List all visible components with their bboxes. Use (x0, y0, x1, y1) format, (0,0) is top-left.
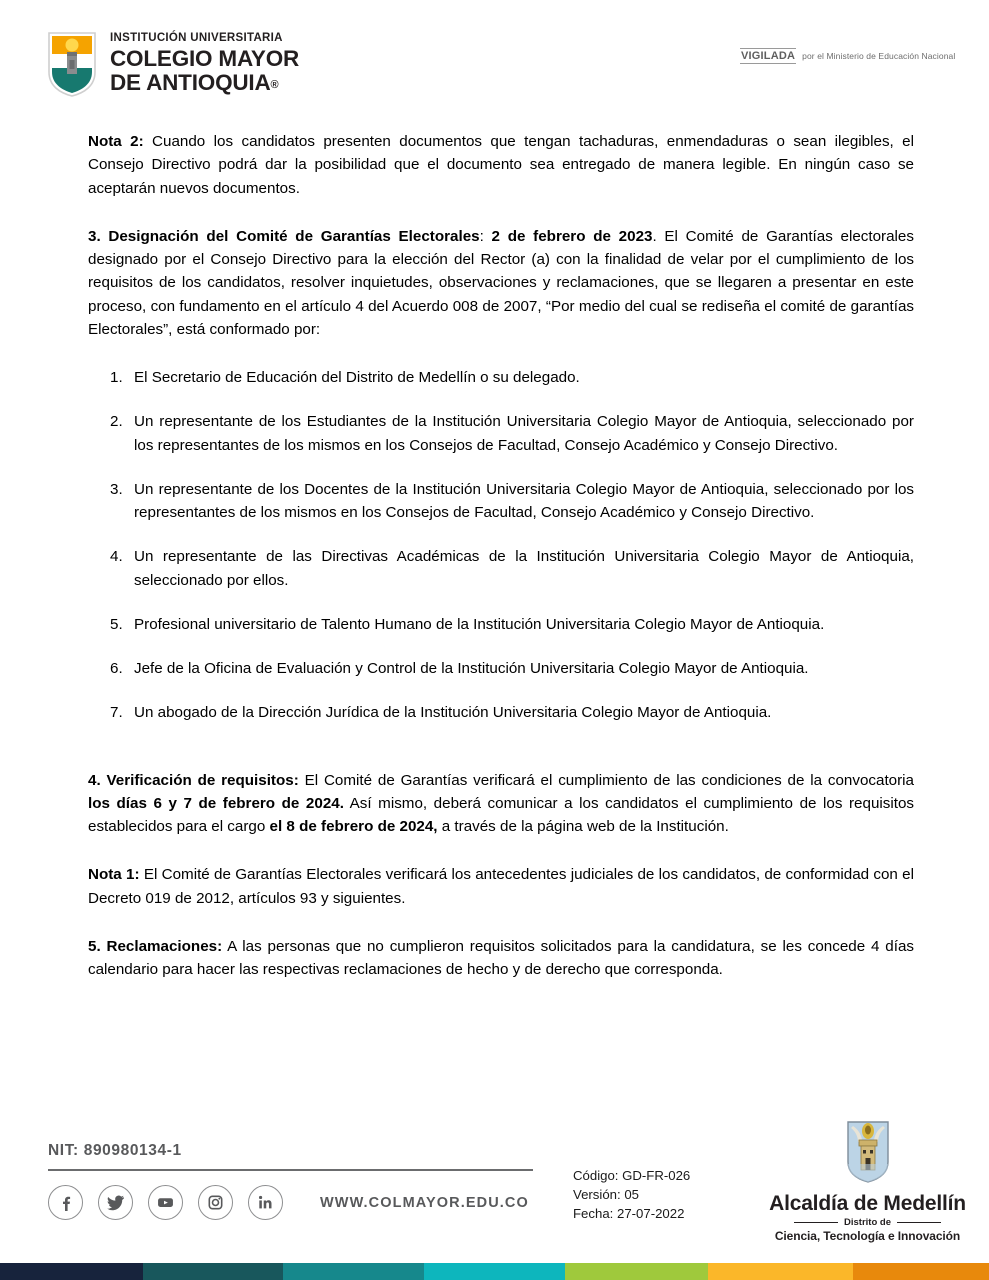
document-code-block (573, 1166, 690, 1223)
logo-line-3 (110, 71, 299, 95)
facebook-icon[interactable] (48, 1185, 83, 1220)
vigilada-notice (740, 48, 955, 64)
version-line: Versión: 05 (573, 1187, 639, 1203)
logo-line-1: INSTITUCIÓN UNIVERSITARIA (110, 32, 283, 45)
color-bar-segment (143, 1263, 283, 1280)
footer-color-bar (0, 1263, 989, 1280)
colmayor-shield-icon (46, 30, 98, 98)
section-4-heading: 4. Verificación de requisitos: (88, 771, 299, 789)
nota-1-label: Nota 1: (88, 866, 140, 884)
color-bar-segment (283, 1263, 424, 1280)
linkedin-icon[interactable] (248, 1185, 283, 1220)
section-4-text-1: El Comité de Garantías verificará el cumplimiento de las condiciones de la convocatoria (298, 771, 914, 789)
nota-1-text: El Comité de Garantías Electorales verificará los antecedentes judiciales de los candidatos, de conformidad con el Decreto 019 de 2012, artículos 93 y siguientes. (88, 866, 914, 907)
alcaldia-tagline: Ciencia, Tecnología e Innovación (774, 1229, 961, 1243)
twitter-icon[interactable] (98, 1185, 133, 1220)
paragraph-section-3 (88, 225, 914, 341)
section-5-text: A las personas que no cumplieron requisitos solicitados para la candidatura, se les concede 4 días calendario para hacer las respectivas reclamaciones de hecho y de derecho que corresponda. (88, 937, 914, 978)
vigilada-ministry-text: por el Ministerio de Educación Nacional (802, 51, 956, 61)
youtube-icon[interactable] (148, 1185, 183, 1220)
alcaldia-distrito-label: Distrito de (844, 1217, 891, 1228)
page-header (0, 0, 989, 120)
section-4-text-3: a través de la página web de la Institución. (437, 818, 729, 835)
alcaldia-subtitle-row (760, 1217, 975, 1228)
paragraph-nota-2 (88, 130, 914, 200)
footer-divider (48, 1169, 533, 1171)
website-url[interactable]: WWW.COLMAYOR.EDU.CO (320, 1194, 529, 1211)
instagram-icon[interactable] (198, 1185, 233, 1220)
alcaldia-medellin-logo (760, 1120, 975, 1243)
page-footer (0, 1120, 989, 1280)
logo-line-2: COLEGIO MAYOR (110, 45, 300, 71)
color-bar-segment (565, 1263, 708, 1280)
section-4-dates-2: el 8 de febrero de 2024, (269, 818, 438, 835)
color-bar-segment (853, 1263, 989, 1280)
committee-member-item: Jefe de la Oficina de Evaluación y Control de la Institución Universitaria Colegio Mayor de Antioquia. (134, 660, 809, 677)
document-body (88, 130, 914, 981)
nit-label: NIT: 890980134-1 (48, 1142, 182, 1159)
fecha-line: Fecha: 27-07-2022 (573, 1206, 685, 1222)
alcaldia-name: Alcaldía de Medellín (769, 1192, 966, 1215)
color-bar-segment (708, 1263, 853, 1280)
section-3-colon: : (479, 227, 492, 245)
section-4-dates-1: los días 6 y 7 de febrero de 2024. (88, 794, 344, 812)
committee-member-item: Un abogado de la Dirección Jurídica de la Institución Universitaria Colegio Mayor de Antioquia. (134, 704, 772, 722)
footer-left-block (48, 1142, 538, 1220)
nota-2-label: Nota 2: (88, 133, 144, 150)
logo-line-3-text: DE ANTIOQUIA (110, 69, 271, 95)
nota-2-text: Cuando los candidatos presenten documentos que tengan tachaduras, enmendaduras o sean ilegibles, el Consejo Directivo podrá dar la posibilidad que el documento sea entregado de manera legible. En ningún caso se aceptarán nuevos documentos. (88, 133, 914, 197)
registered-mark: ® (270, 78, 279, 91)
section-3-text: . El Comité de Garantías electorales designado por el Consejo Directivo para la elección del Rector (a) con la finalidad de velar por el cumplimiento de los requisitos de los candidatos, resolver inquietudes, observaciones y reclamaciones, que se llegaren a presentar en este proceso, con fundamento en el artículo 4 del Acuerdo 008 de 2007, “Por medio del cual se rediseña el comité de garantías Electorales”, está conformado por: (88, 227, 914, 338)
paragraph-nota-1 (88, 863, 914, 910)
vigilada-label: VIGILADA (741, 50, 796, 62)
committee-member-item: Un representante de los Docentes de la Institución Universitaria Colegio Mayor de Antioquia, seleccionado por los representantes de los mismos en los Consejos de Facultad, Consejo Académico y Consejo Directivo. (134, 480, 914, 521)
social-links-row (48, 1185, 538, 1220)
alcaldia-rule-left (794, 1222, 838, 1224)
codigo-line: Código: GD-FR-026 (573, 1168, 691, 1183)
committee-members-list (88, 366, 914, 725)
medellin-crest-icon (845, 1120, 891, 1184)
color-bar-segment (424, 1263, 565, 1280)
list-spacer (88, 725, 914, 769)
section-3-date: 2 de febrero de 2023 (491, 227, 653, 245)
section-3-heading: 3. Designación del Comité de Garantías Electorales (88, 227, 480, 245)
committee-member-item: Profesional universitario de Talento Humano de la Institución Universitaria Colegio Mayor de Antioquia. (134, 615, 825, 633)
institution-logo (46, 30, 299, 98)
section-4-text-2: Así mismo, deberá comunicar a los candidatos el cumplimiento de los requisitos establecidos para el cargo (88, 794, 914, 835)
committee-member-item: El Secretario de Educación del Distrito de Medellín o su delegado. (134, 369, 580, 386)
paragraph-section-5 (88, 935, 914, 982)
color-bar-segment (0, 1263, 143, 1280)
alcaldia-rule-right (897, 1222, 941, 1224)
paragraph-section-4 (88, 769, 914, 839)
committee-member-item: Un representante de las Directivas Académicas de la Institución Universitaria Colegio Mayor de Antioquia, seleccionado por ellos. (134, 548, 914, 589)
committee-member-item: Un representante de los Estudiantes de la Institución Universitaria Colegio Mayor de Antioquia, seleccionado por los representantes de los mismos en los Consejos de Facultad, Consejo Académico y Consejo Directivo. (134, 413, 914, 454)
section-5-heading: 5. Reclamaciones: (88, 937, 223, 955)
